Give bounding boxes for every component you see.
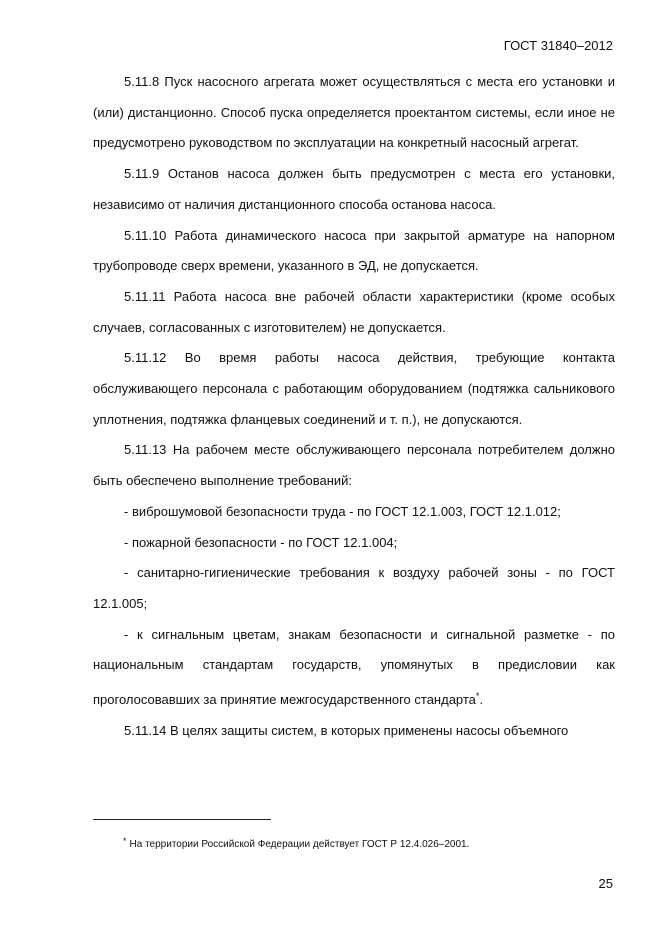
footnote bbox=[123, 836, 469, 850]
footnote-text: На территории Российской Федерации действует ГОСТ Р 12.4.026–2001. bbox=[129, 839, 470, 850]
list-item-signal-colors-text: - к сигнальным цветам, знакам безопасности и сигнальной разметке - по национальным стандартам государств, упомянутых в предисловии как проголосовавших за принятие межгосударственного стандарта bbox=[93, 626, 615, 708]
list-item-vibration-noise: - виброшумовой безопасности труда - по ГОСТ 12.1.003, ГОСТ 12.1.012; bbox=[124, 503, 561, 519]
paragraph-5-11-12: 5.11.12 Во время работы насоса действия, требующие контакта обслуживающего персонала с работающим оборудованием (подтяжка сальникового уплотнения, подтяжка фланцевых соединений и т. п.), не допускаются. bbox=[93, 350, 615, 427]
list-item-end-period: . bbox=[479, 692, 484, 708]
footnote-reference: * bbox=[475, 691, 480, 702]
paragraph-5-11-9: 5.11.9 Останов насоса должен быть предусмотрен с места его установки, независимо от наличия дистанционного способа останова насоса. bbox=[93, 166, 615, 212]
footnote-mark: * bbox=[123, 836, 127, 846]
list-item-sanitary: - санитарно-гигиенические требования к воздуху рабочей зоны - по ГОСТ 12.1.005; bbox=[93, 565, 615, 611]
paragraph-5-11-10: 5.11.10 Работа динамического насоса при закрытой арматуре на напорном трубопроводе сверх времени, указанного в ЭД, не допускается. bbox=[93, 227, 615, 274]
page-number: 25 bbox=[598, 876, 613, 891]
paragraph-5-11-8: 5.11.8 Пуск насосного агрегата может осуществляться с места его установки и (или) дистанционно. Способ пуска определяется проектантом системы, если иное не предусмотрено руководством по эксплуатации на конкретный насосный агрегат. bbox=[93, 74, 615, 151]
paragraph-5-11-13: 5.11.13 На рабочем месте обслуживающего персонала потребителем должно быть обеспечено выполнение требований: bbox=[93, 442, 615, 489]
paragraph-5-11-11: 5.11.11 Работа насоса вне рабочей области характеристики (кроме особых случаев, согласованных с изготовителем) не допускается. bbox=[93, 288, 615, 335]
document-code-header: ГОСТ 31840–2012 bbox=[503, 38, 613, 53]
footnote-separator bbox=[93, 819, 271, 820]
body-text bbox=[93, 67, 615, 746]
list-item-fire-safety: - пожарной безопасности - по ГОСТ 12.1.004; bbox=[124, 534, 398, 550]
paragraph-5-11-14: 5.11.14 В целях защиты систем, в которых применены насосы объемного bbox=[124, 722, 569, 738]
list-item-signal-colors bbox=[93, 620, 615, 716]
